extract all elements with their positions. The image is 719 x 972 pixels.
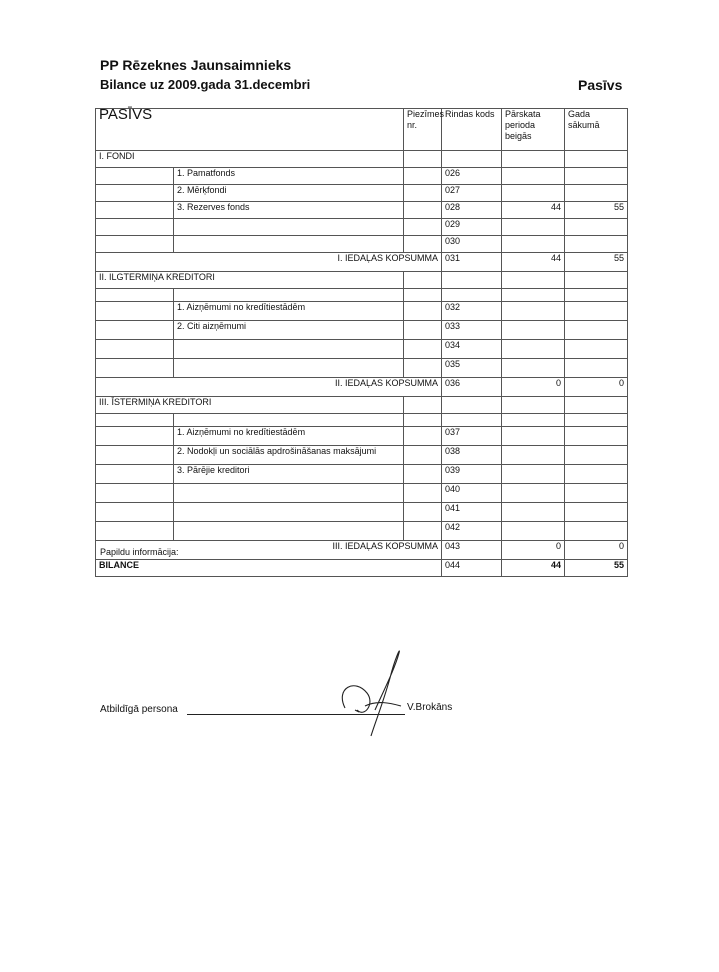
row-label (174, 359, 404, 378)
table-header-row (96, 109, 628, 151)
note-cell (404, 446, 442, 465)
section-header-row (96, 151, 628, 168)
row-label (174, 484, 404, 503)
table-row (96, 465, 628, 484)
period-end-value (502, 236, 565, 253)
section-total-year-start: 0 (565, 541, 628, 560)
empty-cell (565, 272, 628, 289)
indent-cell (96, 503, 174, 522)
note-cell (404, 321, 442, 340)
empty-cell (565, 151, 628, 168)
section-header-row (96, 272, 628, 289)
row-label (174, 340, 404, 359)
row-label: 1. Aizņēmumi no kredītiestādēm (174, 302, 404, 321)
extra-info-label: Papildu informācija: (100, 547, 179, 557)
row-label (174, 219, 404, 236)
row-code: 042 (442, 522, 502, 541)
section-total-code: 036 (442, 378, 502, 397)
section-total-label: II. IEDAĻAS KOPSUMMA (96, 378, 442, 397)
period-end-value: 44 (502, 202, 565, 219)
period-end-value (502, 503, 565, 522)
table-row (96, 168, 628, 185)
section-total-code: 031 (442, 253, 502, 272)
period-end-value (502, 321, 565, 340)
indent-cell (96, 321, 174, 340)
table-row (96, 219, 628, 236)
section-total-row (96, 253, 628, 272)
section-title: I. FONDI (96, 151, 404, 168)
spacer-row (96, 289, 628, 302)
indent-cell (96, 427, 174, 446)
year-start-value (565, 522, 628, 541)
balance-label: BILANCE (96, 560, 442, 577)
table-row (96, 484, 628, 503)
note-cell (404, 427, 442, 446)
empty-cell (565, 289, 628, 302)
period-end-value (502, 219, 565, 236)
year-start-value (565, 446, 628, 465)
section-total-year-start: 0 (565, 378, 628, 397)
empty-cell (442, 397, 502, 414)
empty-cell (565, 414, 628, 427)
empty-cell (502, 289, 565, 302)
empty-cell (96, 414, 174, 427)
row-label: 2. Mērķfondi (174, 185, 404, 202)
row-label (174, 522, 404, 541)
table-row (96, 340, 628, 359)
empty-cell (442, 289, 502, 302)
year-start-value (565, 359, 628, 378)
section-total-label: I. IEDAĻAS KOPSUMMA (96, 253, 442, 272)
period-end-value (502, 359, 565, 378)
indent-cell (96, 484, 174, 503)
table-title: PASĪVS (96, 109, 404, 151)
year-start-value (565, 465, 628, 484)
section-total-row (96, 378, 628, 397)
note-cell (404, 522, 442, 541)
period-end-value (502, 185, 565, 202)
note-cell (404, 185, 442, 202)
row-label: 3. Rezerves fonds (174, 202, 404, 219)
year-start-value (565, 503, 628, 522)
section-total-period-end: 0 (502, 541, 565, 560)
row-code: 035 (442, 359, 502, 378)
row-label (174, 236, 404, 253)
empty-cell (442, 414, 502, 427)
empty-cell (502, 151, 565, 168)
table-row (96, 321, 628, 340)
year-start-value (565, 484, 628, 503)
row-label: 3. Pārējie kreditori (174, 465, 404, 484)
row-label: 1. Aizņēmumi no kredītiestādēm (174, 427, 404, 446)
table-row (96, 503, 628, 522)
empty-cell (442, 272, 502, 289)
row-label: 2. Citi aizņēmumi (174, 321, 404, 340)
row-code: 032 (442, 302, 502, 321)
empty-cell (404, 414, 442, 427)
row-code: 034 (442, 340, 502, 359)
row-code: 028 (442, 202, 502, 219)
year-start-value (565, 236, 628, 253)
note-cell (404, 359, 442, 378)
note-cell (404, 202, 442, 219)
responsible-person-label: Atbildīgā persona (100, 704, 178, 715)
table-row (96, 185, 628, 202)
table-row (96, 427, 628, 446)
year-start-value (565, 321, 628, 340)
year-start-value (565, 219, 628, 236)
empty-cell (404, 151, 442, 168)
note-cell (404, 219, 442, 236)
balance-period-end: 44 (502, 560, 565, 577)
indent-cell (96, 219, 174, 236)
company-name: PP Rēzeknes Jaunsaimnieks (100, 57, 292, 73)
section-title: II. ILGTERMIŅA KREDITORI (96, 272, 404, 289)
empty-cell (502, 397, 565, 414)
empty-cell (404, 397, 442, 414)
row-code: 037 (442, 427, 502, 446)
section-total-period-end: 44 (502, 253, 565, 272)
indent-cell (96, 465, 174, 484)
year-start-value (565, 168, 628, 185)
empty-cell (404, 289, 442, 302)
period-end-value (502, 302, 565, 321)
responsible-person-name: V.Brokāns (407, 702, 453, 713)
row-label: 2. Nodokļi un sociālās apdrošināšanas maksājumi (174, 446, 404, 465)
note-cell (404, 302, 442, 321)
balance-side-title: Pasīvs (578, 77, 623, 93)
indent-cell (96, 359, 174, 378)
empty-cell (404, 272, 442, 289)
year-start-value (565, 185, 628, 202)
year-start-value (565, 302, 628, 321)
table-row (96, 202, 628, 219)
spacer-row (96, 414, 628, 427)
row-code: 040 (442, 484, 502, 503)
row-label: 1. Pamatfonds (174, 168, 404, 185)
indent-cell (96, 185, 174, 202)
section-total-year-start: 55 (565, 253, 628, 272)
empty-cell (174, 414, 404, 427)
year-start-value (565, 340, 628, 359)
row-code: 033 (442, 321, 502, 340)
table-row (96, 446, 628, 465)
signature-image (335, 648, 415, 738)
row-code: 029 (442, 219, 502, 236)
row-label (174, 503, 404, 522)
empty-cell (565, 397, 628, 414)
empty-cell (502, 414, 565, 427)
empty-cell (502, 272, 565, 289)
balance-code: 044 (442, 560, 502, 577)
period-end-value (502, 446, 565, 465)
document-subtitle: Bilance uz 2009.gada 31.decembri (100, 77, 311, 92)
indent-cell (96, 236, 174, 253)
balance-total-row (96, 560, 628, 577)
empty-cell (174, 289, 404, 302)
year-start-value (565, 427, 628, 446)
indent-cell (96, 340, 174, 359)
empty-cell (442, 151, 502, 168)
indent-cell (96, 522, 174, 541)
note-cell (404, 236, 442, 253)
row-code: 041 (442, 503, 502, 522)
col-header-period-end: Pārskata perioda beigās (502, 109, 565, 151)
year-start-value: 55 (565, 202, 628, 219)
note-cell (404, 340, 442, 359)
row-code: 026 (442, 168, 502, 185)
period-end-value (502, 522, 565, 541)
table-row (96, 236, 628, 253)
row-code: 039 (442, 465, 502, 484)
note-cell (404, 168, 442, 185)
row-code: 027 (442, 185, 502, 202)
period-end-value (502, 427, 565, 446)
table-row (96, 302, 628, 321)
section-total-period-end: 0 (502, 378, 565, 397)
row-code: 038 (442, 446, 502, 465)
col-header-note: Piezīmes nr. (404, 109, 442, 151)
table-row (96, 359, 628, 378)
indent-cell (96, 302, 174, 321)
section-total-code: 043 (442, 541, 502, 560)
section-title: III. ĪSTERMIŅA KREDITORI (96, 397, 404, 414)
col-header-code: Rindas kods (442, 109, 502, 151)
balance-table (95, 108, 628, 577)
indent-cell (96, 446, 174, 465)
table-row (96, 522, 628, 541)
note-cell (404, 503, 442, 522)
indent-cell (96, 168, 174, 185)
period-end-value (502, 484, 565, 503)
period-end-value (502, 340, 565, 359)
col-header-year-start: Gada sākumā (565, 109, 628, 151)
note-cell (404, 465, 442, 484)
empty-cell (96, 289, 174, 302)
period-end-value (502, 465, 565, 484)
balance-year-start: 55 (565, 560, 628, 577)
row-code: 030 (442, 236, 502, 253)
section-header-row (96, 397, 628, 414)
note-cell (404, 484, 442, 503)
indent-cell (96, 202, 174, 219)
period-end-value (502, 168, 565, 185)
section-total-label: III. IEDAĻAS KOPSUMMA (96, 541, 442, 560)
